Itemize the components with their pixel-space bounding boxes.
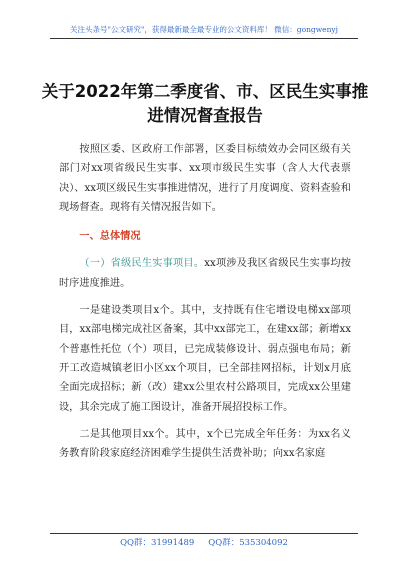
footer-qq-group-2: QQ群：535304092 bbox=[208, 538, 288, 548]
provincial-projects-paragraph bbox=[59, 254, 351, 293]
footer bbox=[50, 536, 358, 550]
section-heading-overview: 一、总体情况 bbox=[79, 231, 141, 243]
document-title: 关于2022年第二季度省、市、区民生实事推进情况督查报告 bbox=[41, 82, 369, 125]
other-projects-paragraph: 二是其他项目xx个。其中，x个已完成全年任务：为xx名义务教育阶段家庭经济困难学生提供生活费补助；向xx名家庭 bbox=[59, 428, 351, 460]
footer-divider bbox=[50, 533, 358, 534]
header-banner: 关注头条号"公文研究"，获得最新最全最专业的公文资料库！ 微信：gongwenyj bbox=[70, 25, 338, 34]
footer-qq-group-1: QQ群：31991489 bbox=[120, 538, 195, 548]
provincial-projects-text: xx项涉及我区省级民生实事均按时序进度推进。 bbox=[59, 258, 351, 289]
document-body bbox=[59, 140, 351, 463]
provincial-projects-heading: （一）省级民生实事项目。 bbox=[79, 258, 205, 270]
header-divider bbox=[50, 38, 358, 39]
intro-paragraph: 按照区委、区政府工作部署，区委目标绩效办会同区级有关部门对xx项省级民生实事、xx项市级民生实事（含人大代表票决）、xx项区级民生实事推进情况，进行了月度调度、资料查验和现场督查。现将有关情况报告如下。 bbox=[59, 144, 351, 213]
construction-projects-paragraph: 一是建设类项目x个。其中，支持既有住宅增设电梯xx部项目，xx部电梯完成社区备案，其中xx部完工，在建xx部；新增xx个普惠性托位（个）项目，已完成装修设计、弱点强电布局；新开工改造城镇老旧小区xx个项目，已全部挂网招标，计划x月底全面完成招标；新（改）建xx公里农村公路项目，完成xx公里建设，其余完成了施工图设计，准备开展招投标工作。 bbox=[59, 305, 351, 413]
